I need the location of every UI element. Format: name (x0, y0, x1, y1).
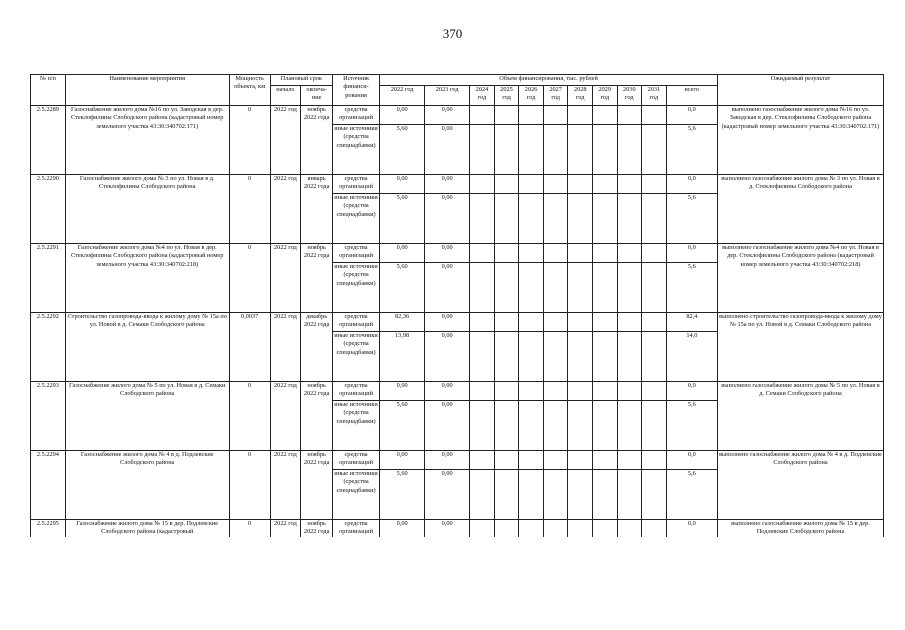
amount-empty-year (519, 125, 544, 175)
amount-2022: 0,00 (380, 175, 425, 194)
amount-empty-year (494, 520, 519, 537)
end-term: ноябрь 2022 года (301, 382, 333, 451)
amount-2023: 0,00 (425, 313, 470, 332)
amount-total: 5,6 (666, 125, 717, 175)
capacity-value: 0 (229, 106, 270, 175)
amount-empty-year (543, 451, 568, 470)
amount-empty-year (543, 263, 568, 313)
amount-empty-year (543, 332, 568, 382)
amount-empty-year (494, 451, 519, 470)
amount-2023: 0,00 (425, 520, 470, 537)
amount-total: 0,0 (666, 175, 717, 194)
amount-empty-year (593, 332, 618, 382)
amount-2022: 13,98 (380, 332, 425, 382)
amount-total: 0,0 (666, 520, 717, 537)
col-year-header: 2030 год (617, 86, 642, 106)
measure-name: Строительство газопровода-ввода к жилому дому № 15а по ул. Новой в д. Семаки Слободского района (65, 313, 229, 382)
amount-empty-year (470, 332, 495, 382)
amount-empty-year (470, 520, 495, 537)
col-name-header: Наименование мероприятия (65, 75, 229, 106)
amount-2022: 5,60 (380, 401, 425, 451)
col-year-header: 2024 год (470, 86, 495, 106)
amount-2022: 5,60 (380, 194, 425, 244)
page-number: 370 (442, 26, 463, 41)
col-end-header: оконча-ние (301, 86, 333, 106)
amount-total: 5,6 (666, 263, 717, 313)
amount-empty-year (519, 194, 544, 244)
table-row (31, 175, 884, 194)
col-year-header: 2029 год (593, 86, 618, 106)
amount-empty-year (470, 194, 495, 244)
funding-source: средства организаций (333, 520, 380, 537)
amount-empty-year (617, 382, 642, 401)
start-term: 2022 год (270, 244, 301, 313)
amount-total: 14,0 (666, 332, 717, 382)
amount-total: 0,0 (666, 106, 717, 125)
amount-empty-year (543, 244, 568, 263)
amount-empty-year (568, 244, 593, 263)
col-funding-header: Объем финансирования, тыс. рублей (380, 75, 718, 86)
row-number: 2.5.2289 (31, 106, 66, 175)
col-year-header: 2023 год (425, 86, 470, 106)
amount-empty-year (568, 520, 593, 537)
measure-name: Газоснабжение жилого дома № 5 по ул. Новая в д. Семаки Слободского района (65, 382, 229, 451)
amount-empty-year (593, 470, 618, 520)
start-term: 2022 год (270, 175, 301, 244)
expected-result: выполнено газоснабжение жилого дома № 15 в дер. Подлевские Слободского района (718, 520, 884, 537)
funding-source: иные источники (средства спецнадбавки) (333, 401, 380, 451)
start-term: 2022 год (270, 382, 301, 451)
col-start-header: начало (270, 86, 301, 106)
table-row (31, 313, 884, 332)
amount-empty-year (519, 313, 544, 332)
funding-source: иные источники (средства спецнадбавки) (333, 194, 380, 244)
amount-empty-year (543, 175, 568, 194)
end-term: январь 2022 года (301, 175, 333, 244)
capacity-value: 0,0037 (229, 313, 270, 382)
col-total-header: всего (666, 86, 717, 106)
col-year-header: 2028 год (568, 86, 593, 106)
col-year-header: 2026 год (519, 86, 544, 106)
amount-empty-year (519, 401, 544, 451)
col-year-header: 2022 год (380, 86, 425, 106)
col-result-header: Ожидаемый результат (718, 75, 884, 106)
row-number: 2.5.2290 (31, 175, 66, 244)
amount-empty-year (568, 175, 593, 194)
amount-empty-year (519, 520, 544, 537)
amount-empty-year (543, 313, 568, 332)
row-number: 2.5.2292 (31, 313, 66, 382)
amount-empty-year (543, 520, 568, 537)
amount-empty-year (617, 332, 642, 382)
amount-empty-year (470, 470, 495, 520)
amount-empty-year (470, 244, 495, 263)
amount-empty-year (568, 263, 593, 313)
col-capacity-header: Мощность объекта, км (229, 75, 270, 106)
amount-empty-year (617, 263, 642, 313)
amount-empty-year (617, 520, 642, 537)
amount-empty-year (642, 175, 667, 194)
amount-empty-year (593, 401, 618, 451)
amount-empty-year (470, 313, 495, 332)
row-number: 2.5.2294 (31, 451, 66, 520)
capacity-value: 0 (229, 175, 270, 244)
amount-empty-year (642, 332, 667, 382)
amount-empty-year (470, 106, 495, 125)
capacity-value: 0 (229, 520, 270, 537)
amount-empty-year (494, 244, 519, 263)
expected-result: выполнено газоснабжение жилого дома №4 по ул. Новая в дер. Стеклофилины Слободского района (кадастровый номер земельного участка 43:30:340702:218) (718, 244, 884, 313)
end-term: ноябрь 2022 года (301, 520, 333, 537)
amount-empty-year (617, 175, 642, 194)
amount-empty-year (617, 244, 642, 263)
amount-empty-year (494, 401, 519, 451)
amount-empty-year (568, 106, 593, 125)
funding-source: иные источники (средства спецнадбавки) (333, 263, 380, 313)
amount-empty-year (593, 194, 618, 244)
funding-source: средства организаций (333, 451, 380, 470)
amount-empty-year (593, 125, 618, 175)
amount-2023: 0,00 (425, 244, 470, 263)
end-term: ноябрь 2022 года (301, 244, 333, 313)
amount-empty-year (617, 194, 642, 244)
amount-empty-year (494, 125, 519, 175)
funding-source: средства организаций (333, 313, 380, 332)
amount-2023: 0,00 (425, 125, 470, 175)
amount-empty-year (617, 125, 642, 175)
col-year-header: 2031 год (642, 86, 667, 106)
amount-empty-year (642, 382, 667, 401)
measure-name: Газоснабжение жилого дома №16 по ул. Заводская в дер. Стеклофилины Слободского района (кадастровый номер земельного участка 43:30:340702:171) (65, 106, 229, 175)
amount-total: 5,6 (666, 401, 717, 451)
amount-empty-year (568, 401, 593, 451)
amount-2022: 5,60 (380, 263, 425, 313)
amount-empty-year (494, 194, 519, 244)
amount-empty-year (470, 451, 495, 470)
amount-empty-year (642, 451, 667, 470)
amount-empty-year (519, 175, 544, 194)
amount-empty-year (642, 313, 667, 332)
col-year-header: 2027 год (543, 86, 568, 106)
amount-2022: 0,00 (380, 244, 425, 263)
amount-empty-year (617, 106, 642, 125)
funding-source: иные источники (средства спецнадбавки) (333, 125, 380, 175)
amount-empty-year (543, 382, 568, 401)
amount-empty-year (519, 106, 544, 125)
amount-total: 0,0 (666, 382, 717, 401)
amount-empty-year (519, 451, 544, 470)
amount-2023: 0,00 (425, 382, 470, 401)
amount-empty-year (519, 332, 544, 382)
amount-empty-year (568, 313, 593, 332)
funding-source: иные источники (средства спецнадбавки) (333, 470, 380, 520)
amount-empty-year (593, 244, 618, 263)
amount-empty-year (593, 451, 618, 470)
amount-2022: 0,00 (380, 451, 425, 470)
page-bottom-margin (0, 563, 905, 630)
amount-empty-year (519, 263, 544, 313)
start-term: 2022 год (270, 451, 301, 520)
amount-empty-year (543, 106, 568, 125)
amount-empty-year (494, 332, 519, 382)
amount-empty-year (470, 401, 495, 451)
amount-empty-year (593, 313, 618, 332)
amount-empty-year (543, 194, 568, 244)
amount-empty-year (568, 451, 593, 470)
measure-name: Газоснабжение жилого дома №4 по ул. Новая в дер. Стеклофилины Слободского района (кадастровый номер земельного участка 43:30:340702:218) (65, 244, 229, 313)
amount-empty-year (642, 401, 667, 451)
amount-empty-year (568, 194, 593, 244)
amount-2023: 0,00 (425, 470, 470, 520)
amount-total: 0,0 (666, 451, 717, 470)
amount-empty-year (642, 106, 667, 125)
amount-empty-year (470, 175, 495, 194)
amount-2022: 5,60 (380, 470, 425, 520)
amount-2023: 0,00 (425, 401, 470, 451)
amount-empty-year (494, 175, 519, 194)
amount-total: 82,4 (666, 313, 717, 332)
measure-name: Газоснабжение жилого дома № 15 в дер. Подлевские Слободского района (кадастровый (65, 520, 229, 537)
amount-empty-year (617, 451, 642, 470)
amount-empty-year (494, 313, 519, 332)
table-row (31, 451, 884, 470)
funding-source: средства организаций (333, 382, 380, 401)
capacity-value: 0 (229, 451, 270, 520)
amount-empty-year (593, 106, 618, 125)
col-num-header: № п/п (31, 75, 66, 106)
amount-2023: 0,00 (425, 332, 470, 382)
amount-empty-year (519, 470, 544, 520)
amount-empty-year (642, 244, 667, 263)
col-source-header: Источник финанси-рования (333, 75, 380, 106)
amount-2023: 0,00 (425, 106, 470, 125)
amount-2022: 0,00 (380, 382, 425, 401)
amount-empty-year (470, 263, 495, 313)
row-number: 2.5.2293 (31, 382, 66, 451)
table-row (31, 106, 884, 125)
amount-empty-year (593, 382, 618, 401)
measure-name: Газоснабжение жилого дома № 3 по ул. Новая в д. Стеклофилины Слободского района (65, 175, 229, 244)
expected-result: выполнено газоснабжение жилого дома № 3 по ул. Новая в д. Стеклофилины Слободского района (718, 175, 884, 244)
amount-empty-year (593, 175, 618, 194)
amount-empty-year (593, 263, 618, 313)
amount-total: 5,6 (666, 194, 717, 244)
amount-2022: 82,36 (380, 313, 425, 332)
amount-empty-year (617, 401, 642, 451)
expected-result: выполнено строительство газопровода-ввода к жилому дому № 15а по ул. Новой в д. Семаки Слободского района (718, 313, 884, 382)
col-year-header: 2025 год (494, 86, 519, 106)
amount-2022: 0,00 (380, 106, 425, 125)
amount-empty-year (494, 382, 519, 401)
amount-empty-year (494, 263, 519, 313)
funding-plan-table (30, 74, 884, 537)
col-plan-term-header: Плановый срок (270, 75, 332, 86)
amount-empty-year (568, 470, 593, 520)
amount-empty-year (470, 382, 495, 401)
amount-empty-year (642, 520, 667, 537)
amount-empty-year (642, 194, 667, 244)
amount-empty-year (543, 125, 568, 175)
amount-2022: 0,00 (380, 520, 425, 537)
amount-empty-year (642, 125, 667, 175)
capacity-value: 0 (229, 244, 270, 313)
amount-2023: 0,00 (425, 451, 470, 470)
amount-empty-year (617, 313, 642, 332)
amount-empty-year (568, 382, 593, 401)
funding-source: иные источники (средства спецнадбавки) (333, 332, 380, 382)
amount-total: 0,0 (666, 244, 717, 263)
expected-result: выполнено газоснабжение жилого дома №16 по ул. Заводская в дер. Стеклофилины Слободского района (кадастровый номер земельного участка 43:30:340702:171) (718, 106, 884, 175)
amount-empty-year (617, 470, 642, 520)
amount-empty-year (543, 401, 568, 451)
table-row (31, 244, 884, 263)
start-term: 2022 год (270, 106, 301, 175)
funding-source: средства организаций (333, 106, 380, 125)
amount-empty-year (519, 244, 544, 263)
start-term: 2022 год (270, 520, 301, 537)
funding-source: средства организаций (333, 175, 380, 194)
expected-result: выполнено газоснабжение жилого дома № 4 в д. Подлевские Слободского района (718, 451, 884, 520)
amount-empty-year (470, 125, 495, 175)
amount-empty-year (642, 470, 667, 520)
row-number: 2.5.2295 (31, 520, 66, 537)
amount-empty-year (642, 263, 667, 313)
amount-empty-year (568, 125, 593, 175)
amount-total: 5,6 (666, 470, 717, 520)
table-row (31, 382, 884, 401)
amount-empty-year (519, 382, 544, 401)
amount-2023: 0,00 (425, 263, 470, 313)
end-term: декабрь 2022 года (301, 313, 333, 382)
amount-empty-year (494, 106, 519, 125)
amount-empty-year (543, 470, 568, 520)
amount-2022: 5,60 (380, 125, 425, 175)
start-term: 2022 год (270, 313, 301, 382)
row-number: 2.5.2291 (31, 244, 66, 313)
amount-empty-year (494, 470, 519, 520)
amount-empty-year (568, 332, 593, 382)
amount-2023: 0,00 (425, 194, 470, 244)
end-term: ноябрь 2022 года (301, 106, 333, 175)
amount-2023: 0,00 (425, 175, 470, 194)
capacity-value: 0 (229, 382, 270, 451)
measure-name: Газоснабжение жилого дома № 4 в д. Подлевские Слободского района (65, 451, 229, 520)
funding-source: средства организаций (333, 244, 380, 263)
amount-empty-year (593, 520, 618, 537)
table-row (31, 520, 884, 537)
end-term: ноябрь 2022 года (301, 451, 333, 520)
expected-result: выполнено газоснабжение жилого дома № 5 по ул. Новая в д. Семаки Слободского района (718, 382, 884, 451)
